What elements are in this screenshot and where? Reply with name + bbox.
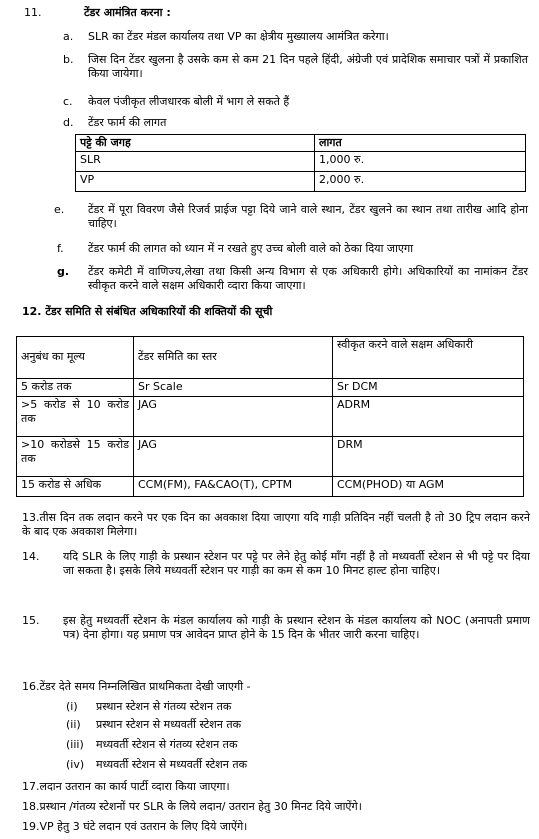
powers-table-cell: Sr Scale (134, 379, 333, 397)
powers-table (16, 336, 524, 497)
powers-table-cell: 5 करोड तक (17, 379, 134, 397)
item-c-mark: c. (63, 95, 73, 108)
powers-table-cell: JAG (134, 437, 333, 477)
priority-item-text: प्रस्थान स्टेशन से गंतव्य स्टेशन तक (96, 700, 232, 713)
powers-table-cell: JAG (134, 397, 333, 437)
priority-item-text: प्रस्थान स्टेशन से मध्यवर्ती स्टेशन तक (96, 718, 242, 731)
cost-table-header-cost: लागत (315, 135, 526, 152)
item-d-mark: d. (63, 116, 74, 129)
priority-item-mark: (ii) (66, 718, 81, 731)
section-14-number: 14. (22, 550, 40, 563)
cost-table-header-place: पट्टे की जगह (76, 135, 315, 152)
item-f-mark: f. (57, 242, 64, 255)
cost-table-cell: VP (76, 172, 315, 192)
powers-table-cell: Sr DCM (333, 379, 524, 397)
cost-table-cell: 1,000 रु. (315, 152, 526, 172)
priority-item-mark: (iii) (66, 738, 84, 751)
item-g-text: टेंडर कमेटी में वाणिज्य,लेखा तथा किसी अन्य विभाग से एक अधिकारी होगे। अधिकारियों का नामांकन टेंडर स्वीकृत करने वाले सक्षम अधिकारी व्दारा किया जाएगा। (88, 265, 528, 293)
powers-table-header-level: टेंडर समिति का स्तर (134, 337, 333, 379)
section-16-heading: 16.टेंडर देते समय निम्नलिखित प्राथमिकता देखी जाएगी - (22, 680, 251, 693)
item-e-text: टेंडर में पूरा विवरण जैसे रिजर्व प्राईज पट्टा दिये जाने वाले स्थान, टेंडर खुलने का स्थान तथा तारीख आदि होना चाहिए। (88, 203, 528, 231)
item-a-text: SLR का टेंडर मंडल कार्यालय तथा VP का क्षेत्रीय मुख्यालय आमंत्रित करेगा। (88, 30, 389, 43)
item-e-mark: e. (54, 203, 65, 216)
section-19-text: 19.VP हेतु 3 घंटे लदान एवं उतरान के लिए दिये जाऐंगे। (22, 820, 248, 833)
item-b-text: जिस दिन टेंडर खुलना है उसके कम से कम 21 दिन पहले हिंदी, अंग्रेजी एवं प्रादेशिक समाचार पत्रों में प्रकाशित किया जायेगा। (88, 53, 528, 81)
section-11-heading: टेंडर आमंत्रित करना : (84, 6, 171, 19)
section-17-text: 17.लदान उतरान का कार्य पार्टी व्दारा किया जाएगा। (22, 780, 230, 793)
cost-table-cell: SLR (76, 152, 315, 172)
priority-item-text: मध्यवर्ती स्टेशन से मध्यवर्ती स्टेशन तक (96, 758, 248, 771)
powers-table-cell: >10 करोडसे 15 करोड तक (17, 437, 134, 477)
priority-item-text: मध्यवर्ती स्टेशन से गंतव्य स्टेशन तक (96, 738, 238, 751)
section-15-number: 15. (22, 614, 40, 627)
tender-form-cost-table (75, 134, 526, 192)
powers-table-header-authority: स्वीकृत करने वाले सक्षम अधिकारी (333, 337, 524, 379)
section-15-text: इस हेतु मध्यवर्ती स्टेशन के मंडल कार्यालय को गाड़ी के प्रस्थान स्टेशन के मंडल कार्यालय को NOC (अनापती प्रमाण पत्र) देना होगा। यह प्रमाण पत्र आवेदन प्राप्त होने के 15 दिन के भीतर जारी करना चाहिए। (63, 614, 530, 642)
powers-table-cell: CCM(PHOD) या AGM (333, 477, 524, 497)
powers-table-cell: 15 करोड से अधिक (17, 477, 134, 497)
section-13-text: 13.तीस दिन तक लदान करने पर एक दिन का अवकाश दिया जाएगा यदि गाड़ी प्रतिदिन नहीं चलती है तो 30 ट्रिप लदान करने के बाद एक अवकाश मिलेगा। (22, 511, 530, 539)
section-18-text: 18.प्रस्थान /गंतव्य स्टेशनों पर SLR के लिये लदान/ उतरान हेतु 30 मिनट दिये जाऐंगे। (22, 800, 362, 813)
priority-item-mark: (iv) (66, 758, 85, 771)
priority-item-mark: (i) (66, 700, 78, 713)
item-b-mark: b. (63, 53, 74, 66)
powers-table-cell: >5 करोड से 10 करोड तक (17, 397, 134, 437)
powers-table-header-value: अनुबंध का मूल्य (17, 337, 134, 379)
item-g-mark: g. (57, 265, 70, 278)
section-11-number: 11. (24, 6, 42, 19)
cost-table-cell: 2,000 रु. (315, 172, 526, 192)
item-d-text: टेंडर फार्म की लागत (88, 116, 167, 129)
item-f-text: टेंडर फार्म की लागत को ध्यान में न रखते हुए उच्च बोली वाले को ठेका दिया जाएगा (88, 242, 414, 255)
section-14-text: यदि SLR के लिए गाड़ी के प्रस्थान स्टेशन पर पट्टे पर लेने हेतु कोई माँग नहीं है तो मध्यवर्ती स्टेशन से भी पट्टे पर दिया जा सकता है। इसके लिये मध्यवर्ती स्टेशन पर गाड़ी का कम से कम 10 मिनट हाल्ट होना चाहिए। (63, 550, 530, 578)
item-a-mark: a. (63, 30, 74, 43)
section-12-heading: 12. टेंडर समिति से संबंधित अधिकारियों की शक्तियों की सूची (22, 305, 273, 318)
item-c-text: केवल पंजीकृत लीजधारक बोली में भाग ले सकते हैं (88, 95, 290, 108)
powers-table-cell: CCM(FM), FA&CAO(T), CPTM (134, 477, 333, 497)
powers-table-cell: DRM (333, 437, 524, 477)
powers-table-cell: ADRM (333, 397, 524, 437)
